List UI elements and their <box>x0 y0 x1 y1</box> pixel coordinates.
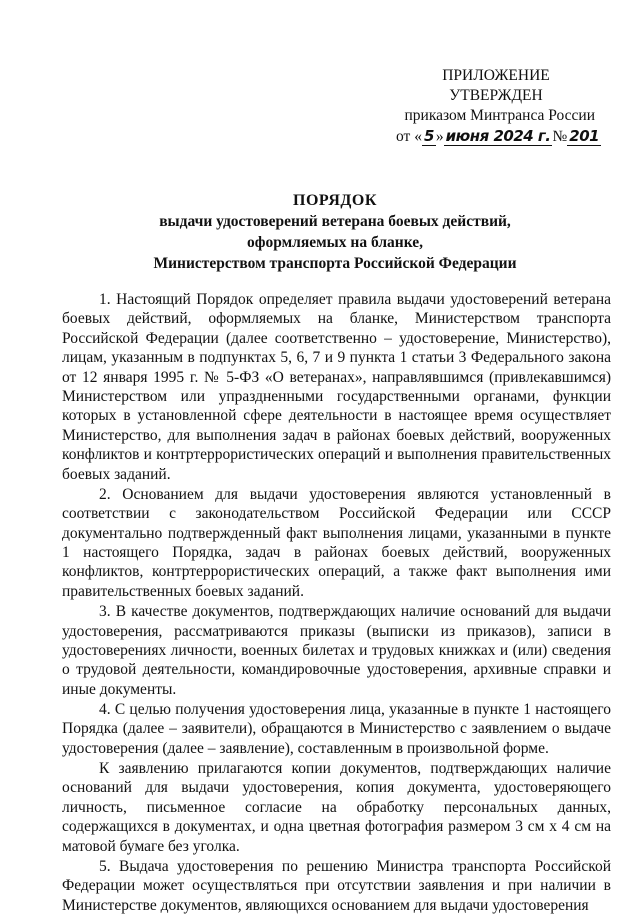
order-by-label: приказом Минтранса России <box>404 107 595 124</box>
handwritten-number: 201 <box>569 127 600 145</box>
paragraph-4-attachments: К заявлению прилагаются копии документов, подтверждающих наличие оснований для выдачи удостоверения, копия документа, удостоверяющего личность, письменное согласие на обработку персональных данных, содержащихся в документах, и одна цветная фотография размером 3 см х 4 см на матовой бумаге без уголка. <box>62 759 611 855</box>
document-body <box>62 290 611 915</box>
title-line-2: оформляемых на бланке, <box>246 234 423 251</box>
order-date-line <box>396 126 600 147</box>
title-main: ПОРЯДОК <box>293 192 377 209</box>
paragraph-5: 5. Выдача удостоверения по решению Министра транспорта Российской Федерации может осуществляться при отсутствии заявления и при наличии в Министерстве документов, являющихся основанием для выдачи удостоверения <box>62 857 611 914</box>
paragraph-4: 4. С целью получения удостоверения лица, указанные в пункте 1 настоящего Порядка (далее – заявители), обращаются в Министерство с заявлением о выдаче удостоверения (далее – заявление), составленным в произвольной форме. <box>62 700 611 757</box>
date-mid: » <box>435 128 444 145</box>
paragraph-3: 3. В качестве документов, подтверждающих наличие оснований для выдачи удостоверения, рассматриваются приказы (выписки из приказов), записи в удостоверениях личности, военных билетах и трудовых книжках и (или) сведения о трудовой деятельности, командировочные удостоверения, архивные справки и иные документы. <box>62 603 611 698</box>
title-line-3: Министерством транспорта Российской Федерации <box>153 255 517 272</box>
approved-label: УТВЕРЖДЕН <box>449 87 543 104</box>
paragraph-2: 2. Основанием для выдачи удостоверения являются установленный в соответствии с законодательством Российской Федерации или СССР документально подтвержденный факт выполнения лицами, указанными в пункте 1 настоящего Порядка, задач в районах боевых действий, вооруженных конфликтов, контртеррористических операций, а также факт выполнения ими правительственных боевых заданий. <box>62 485 611 600</box>
number-prefix: № <box>552 128 568 145</box>
appendix-label: ПРИЛОЖЕНИЕ <box>442 67 550 84</box>
handwritten-day: 5 <box>423 127 434 145</box>
approval-header <box>396 66 600 147</box>
title-line-1: выдачи удостоверений ветерана боевых действий, <box>159 213 511 230</box>
handwritten-month-year: июня 2024 г. <box>445 127 551 145</box>
document-title <box>60 190 610 274</box>
paragraph-1: 1. Настоящий Порядок определяет правила выдачи удостоверений ветерана боевых действий, оформляемых на бланке, Министерством транспорта Российской Федерации (далее соответственно – удостоверение, Министерство), лицам, указанным в подпунктах 5, 6, 7 и 9 пункта 1 статьи 3 Федерального закона от 12 января 1995 г. № 5-ФЗ «О ветеранах», направлявшимся (привлекавшимся) Министерством или упраздненными государственными органами, функции которых в установленной сфере деятельности в настоящее время осуществляет Министерство, для выполнения задач в районах боевых действий, вооруженных конфликтов и контртеррористических операций и выполнения правительственных боевых заданий. <box>62 291 611 483</box>
date-prefix: от « <box>396 128 422 145</box>
